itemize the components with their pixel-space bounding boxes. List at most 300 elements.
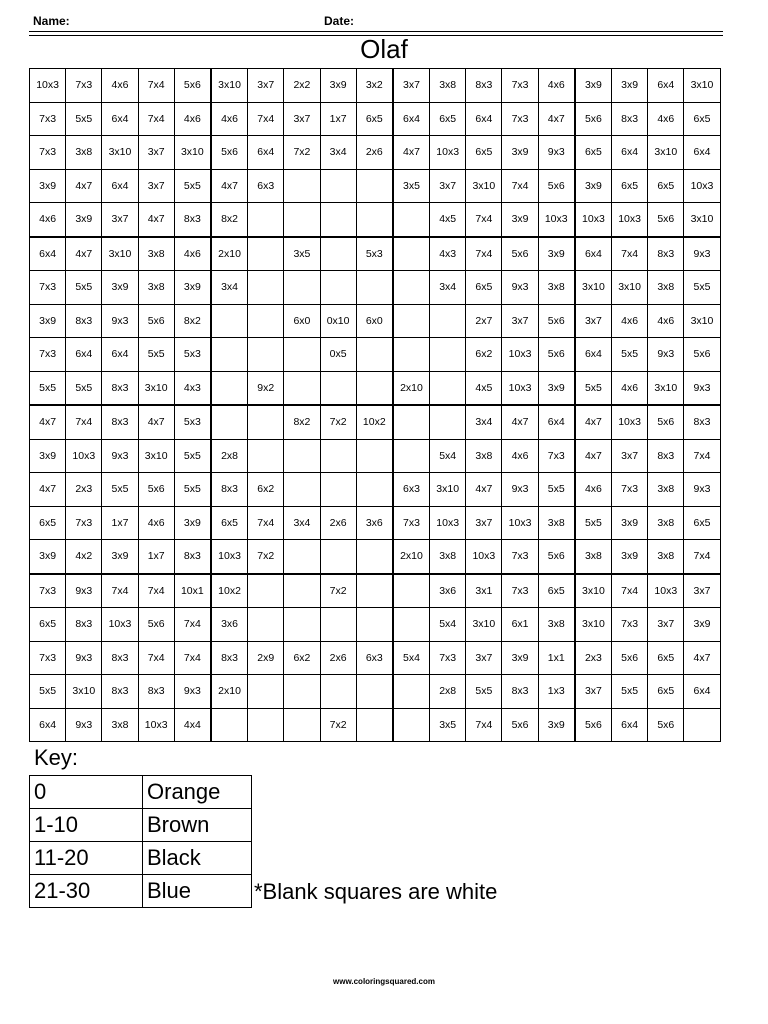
grid-cell: 3x10: [102, 136, 138, 170]
grid-row: [30, 608, 721, 642]
grid-cell: [248, 405, 284, 439]
grid-cell: 5x5: [575, 371, 612, 405]
grid-cell: 4x6: [174, 102, 211, 136]
grid-cell: 7x3: [30, 574, 66, 608]
grid-cell: 8x3: [102, 641, 138, 675]
grid-cell: 8x2: [284, 405, 320, 439]
grid-cell: [356, 203, 393, 237]
grid-cell: 3x10: [138, 371, 174, 405]
grid-cell: [356, 708, 393, 742]
grid-cell: 3x8: [138, 271, 174, 305]
grid-cell: 4x7: [538, 102, 575, 136]
grid-cell: 6x5: [684, 506, 720, 540]
grid-cell: 4x6: [648, 102, 684, 136]
grid-cell: 10x3: [575, 203, 612, 237]
grid-cell: 10x3: [466, 540, 502, 574]
grid-cell: 8x3: [174, 203, 211, 237]
key-range: 1-10: [30, 809, 143, 842]
grid-cell: 3x8: [430, 540, 466, 574]
grid-cell: 1x7: [320, 102, 356, 136]
grid-cell: 7x3: [66, 69, 102, 103]
grid-row: [30, 304, 721, 338]
grid-cell: 8x3: [102, 675, 138, 709]
grid-cell: 2x8: [430, 675, 466, 709]
grid-row: [30, 675, 721, 709]
key-color: Blue: [143, 875, 252, 908]
grid-cell: [211, 405, 248, 439]
grid-cell: 4x7: [30, 405, 66, 439]
grid-cell: 6x5: [30, 506, 66, 540]
header-rule-top: [29, 31, 723, 32]
grid-cell: 3x7: [102, 203, 138, 237]
grid-cell: 0x10: [320, 304, 356, 338]
grid-cell: [430, 338, 466, 372]
grid-cell: 3x7: [248, 69, 284, 103]
date-label: Date:: [324, 14, 355, 28]
grid-cell: 7x4: [466, 708, 502, 742]
grid-row: [30, 540, 721, 574]
grid-cell: 10x3: [502, 338, 538, 372]
grid-cell: 3x9: [575, 169, 612, 203]
grid-cell: [393, 708, 430, 742]
grid-cell: 3x10: [648, 136, 684, 170]
grid-cell: [248, 304, 284, 338]
grid-cell: 7x4: [248, 506, 284, 540]
grid-cell: 6x5: [648, 169, 684, 203]
grid-cell: 3x4: [284, 506, 320, 540]
grid-cell: 3x8: [575, 540, 612, 574]
grid-cell: 3x5: [284, 237, 320, 271]
grid-cell: 5x5: [612, 338, 648, 372]
grid-cell: 6x5: [466, 271, 502, 305]
grid-cell: 8x3: [466, 69, 502, 103]
grid-cell: 3x8: [648, 506, 684, 540]
grid-cell: 9x3: [174, 675, 211, 709]
grid-cell: 10x3: [612, 203, 648, 237]
grid-cell: 3x8: [648, 540, 684, 574]
grid-cell: 9x3: [66, 708, 102, 742]
grid-cell: 5x6: [684, 338, 720, 372]
grid-cell: 5x3: [174, 338, 211, 372]
grid-cell: 3x9: [30, 439, 66, 473]
grid-cell: 7x4: [174, 641, 211, 675]
grid-cell: 3x8: [466, 439, 502, 473]
grid-cell: 7x3: [502, 69, 538, 103]
grid-cell: [211, 708, 248, 742]
grid-cell: [356, 371, 393, 405]
grid-cell: 5x6: [502, 237, 538, 271]
grid-cell: [430, 304, 466, 338]
grid-cell: 2x6: [320, 641, 356, 675]
grid-cell: 7x2: [284, 136, 320, 170]
grid-cell: 7x4: [138, 69, 174, 103]
grid-cell: 6x5: [538, 574, 575, 608]
grid-cell: 3x10: [648, 371, 684, 405]
grid-cell: 2x10: [211, 675, 248, 709]
grid-cell: [320, 203, 356, 237]
grid-cell: 7x4: [502, 169, 538, 203]
grid-cell: 4x6: [174, 237, 211, 271]
grid-cell: 6x4: [102, 169, 138, 203]
grid-cell: 6x4: [612, 136, 648, 170]
grid-cell: 5x6: [612, 641, 648, 675]
grid-row: [30, 338, 721, 372]
grid-cell: 4x7: [66, 237, 102, 271]
grid-cell: [393, 675, 430, 709]
grid-row: [30, 574, 721, 608]
grid-cell: 9x3: [502, 473, 538, 507]
grid-cell: 5x4: [393, 641, 430, 675]
grid-cell: 6x2: [248, 473, 284, 507]
grid-cell: 8x3: [66, 608, 102, 642]
grid-cell: 3x8: [66, 136, 102, 170]
grid-cell: 3x10: [612, 271, 648, 305]
grid-cell: 3x10: [684, 69, 720, 103]
grid-cell: [248, 237, 284, 271]
grid-cell: [393, 203, 430, 237]
grid-cell: [284, 338, 320, 372]
grid-cell: 3x9: [66, 203, 102, 237]
grid-row: [30, 473, 721, 507]
grid-cell: 3x6: [356, 506, 393, 540]
grid-cell: 10x3: [502, 371, 538, 405]
grid-cell: 3x9: [612, 540, 648, 574]
grid-row: [30, 237, 721, 271]
grid-cell: 3x10: [684, 203, 720, 237]
grid-cell: 3x8: [648, 473, 684, 507]
grid-cell: 4x3: [430, 237, 466, 271]
grid-row: [30, 69, 721, 103]
grid-cell: 2x3: [575, 641, 612, 675]
grid-cell: 9x3: [538, 136, 575, 170]
grid-cell: [356, 439, 393, 473]
grid-cell: 7x4: [138, 641, 174, 675]
grid-cell: 4x7: [575, 405, 612, 439]
grid-cell: 6x4: [538, 405, 575, 439]
grid-cell: 6x5: [575, 136, 612, 170]
grid-cell: 4x7: [30, 473, 66, 507]
grid-cell: 9x3: [684, 371, 720, 405]
grid-cell: 3x10: [174, 136, 211, 170]
grid-cell: 9x3: [66, 641, 102, 675]
grid-cell: 7x3: [30, 102, 66, 136]
grid-cell: 7x3: [430, 641, 466, 675]
grid-cell: 8x3: [66, 304, 102, 338]
grid-cell: 4x4: [174, 708, 211, 742]
grid-cell: 4x6: [30, 203, 66, 237]
grid-cell: 6x5: [356, 102, 393, 136]
grid-cell: [320, 271, 356, 305]
grid-cell: 4x6: [612, 371, 648, 405]
grid-cell: 10x3: [211, 540, 248, 574]
grid-cell: 7x4: [684, 540, 720, 574]
grid-cell: 5x5: [66, 371, 102, 405]
grid-cell: 3x4: [466, 405, 502, 439]
grid-cell: 4x7: [211, 169, 248, 203]
grid-cell: 6x5: [30, 608, 66, 642]
grid-cell: 6x4: [684, 136, 720, 170]
grid-cell: 4x3: [174, 371, 211, 405]
grid-cell: [248, 574, 284, 608]
grid-cell: 8x3: [648, 237, 684, 271]
grid-cell: 7x4: [248, 102, 284, 136]
grid-cell: 2x8: [211, 439, 248, 473]
grid-cell: [284, 540, 320, 574]
grid-cell: 9x3: [684, 237, 720, 271]
grid-cell: 2x2: [284, 69, 320, 103]
grid-cell: 6x5: [684, 102, 720, 136]
grid-cell: 6x3: [248, 169, 284, 203]
grid-cell: 3x10: [102, 237, 138, 271]
grid-cell: 10x3: [612, 405, 648, 439]
grid-cell: 3x10: [466, 169, 502, 203]
grid-cell: 3x6: [211, 608, 248, 642]
grid-cell: [248, 608, 284, 642]
grid-cell: [320, 675, 356, 709]
grid-cell: 3x9: [30, 540, 66, 574]
grid-cell: 3x9: [30, 169, 66, 203]
grid-cell: 9x3: [502, 271, 538, 305]
grid-cell: 9x3: [66, 574, 102, 608]
grid-cell: 3x8: [430, 69, 466, 103]
grid-cell: 3x7: [648, 608, 684, 642]
grid-cell: 4x7: [138, 203, 174, 237]
grid-cell: [356, 540, 393, 574]
grid-cell: 9x3: [102, 304, 138, 338]
grid-cell: 5x6: [648, 708, 684, 742]
grid-cell: 2x7: [466, 304, 502, 338]
grid-row: [30, 506, 721, 540]
grid-cell: 6x5: [430, 102, 466, 136]
grid-cell: 3x10: [466, 608, 502, 642]
grid-cell: 8x3: [102, 405, 138, 439]
grid-cell: 3x10: [575, 608, 612, 642]
key-range: 11-20: [30, 842, 143, 875]
grid-cell: 10x3: [684, 169, 720, 203]
grid-cell: 4x7: [466, 473, 502, 507]
grid-cell: 7x2: [248, 540, 284, 574]
grid-cell: 1x3: [538, 675, 575, 709]
grid-cell: 5x5: [66, 271, 102, 305]
grid-cell: [393, 574, 430, 608]
grid-cell: [248, 439, 284, 473]
grid-cell: 4x7: [502, 405, 538, 439]
grid-cell: [211, 304, 248, 338]
grid-cell: 10x3: [648, 574, 684, 608]
grid-cell: 2x10: [211, 237, 248, 271]
grid-cell: 6x4: [466, 102, 502, 136]
grid-cell: 0x5: [320, 338, 356, 372]
grid-cell: [284, 439, 320, 473]
grid-cell: 2x6: [320, 506, 356, 540]
grid-cell: 5x5: [684, 271, 720, 305]
grid-cell: 3x9: [575, 69, 612, 103]
grid-cell: 10x3: [430, 136, 466, 170]
grid-cell: 3x8: [102, 708, 138, 742]
grid-cell: 3x9: [102, 271, 138, 305]
grid-cell: 5x6: [538, 540, 575, 574]
grid-cell: 5x6: [538, 338, 575, 372]
grid-cell: 3x9: [612, 506, 648, 540]
grid-cell: 8x3: [502, 675, 538, 709]
grid-cell: 3x7: [284, 102, 320, 136]
grid-cell: 3x7: [575, 304, 612, 338]
grid-cell: [684, 708, 720, 742]
grid-cell: 6x0: [356, 304, 393, 338]
grid-cell: 10x2: [356, 405, 393, 439]
grid-cell: [248, 203, 284, 237]
grid-cell: [248, 338, 284, 372]
grid-cell: [284, 708, 320, 742]
grid-cell: 3x2: [356, 69, 393, 103]
grid-cell: 5x5: [30, 371, 66, 405]
grid-cell: [320, 237, 356, 271]
grid-cell: 7x4: [138, 102, 174, 136]
grid-cell: 6x0: [284, 304, 320, 338]
grid-cell: 4x7: [393, 136, 430, 170]
grid-cell: 3x10: [575, 271, 612, 305]
grid-cell: [356, 608, 393, 642]
grid-cell: 7x3: [66, 506, 102, 540]
grid-cell: 6x4: [30, 708, 66, 742]
grid-cell: 5x5: [538, 473, 575, 507]
grid-cell: 3x9: [102, 540, 138, 574]
grid-row: [30, 708, 721, 742]
grid-cell: 10x1: [174, 574, 211, 608]
grid-cell: 6x4: [684, 675, 720, 709]
grid-cell: [320, 169, 356, 203]
grid-cell: [284, 608, 320, 642]
grid-cell: 4x5: [466, 371, 502, 405]
grid-cell: 5x5: [575, 506, 612, 540]
grid-row: [30, 439, 721, 473]
grid-cell: 7x3: [502, 102, 538, 136]
grid-cell: 3x9: [174, 506, 211, 540]
grid-cell: 3x8: [648, 271, 684, 305]
grid-cell: [284, 203, 320, 237]
grid-cell: 1x7: [138, 540, 174, 574]
grid-cell: 7x2: [320, 574, 356, 608]
grid-cell: 6x4: [393, 102, 430, 136]
grid-cell: 3x9: [502, 136, 538, 170]
grid-cell: [284, 169, 320, 203]
grid-cell: 3x9: [174, 271, 211, 305]
grid-cell: 6x5: [648, 675, 684, 709]
grid-cell: 3x9: [538, 371, 575, 405]
grid-cell: 3x7: [684, 574, 720, 608]
grid-cell: 3x10: [138, 439, 174, 473]
grid-cell: 10x3: [430, 506, 466, 540]
grid-cell: 5x5: [102, 473, 138, 507]
grid-cell: 6x4: [575, 237, 612, 271]
grid-cell: [393, 608, 430, 642]
grid-cell: 6x3: [356, 641, 393, 675]
grid-cell: 4x6: [612, 304, 648, 338]
grid-cell: 10x3: [502, 506, 538, 540]
grid-cell: 2x10: [393, 540, 430, 574]
grid-cell: 5x6: [575, 708, 612, 742]
grid-cell: 5x5: [466, 675, 502, 709]
grid-cell: [284, 271, 320, 305]
grid-cell: [320, 473, 356, 507]
grid-row: [30, 102, 721, 136]
grid-cell: 8x2: [174, 304, 211, 338]
grid-cell: 5x5: [66, 102, 102, 136]
grid-cell: [248, 271, 284, 305]
grid-cell: [356, 574, 393, 608]
grid-cell: 3x8: [538, 506, 575, 540]
grid-cell: 5x6: [538, 169, 575, 203]
grid-cell: 3x9: [320, 69, 356, 103]
grid-cell: 7x2: [320, 405, 356, 439]
grid-cell: 7x3: [502, 574, 538, 608]
grid-cell: 2x10: [393, 371, 430, 405]
grid-cell: 8x3: [211, 473, 248, 507]
grid-cell: 7x4: [466, 203, 502, 237]
grid-cell: 4x7: [66, 169, 102, 203]
grid-cell: 3x7: [430, 169, 466, 203]
key-row: [30, 809, 252, 842]
grid-cell: 5x5: [138, 338, 174, 372]
grid-cell: 10x2: [211, 574, 248, 608]
grid-cell: 7x4: [174, 608, 211, 642]
grid-cell: 5x5: [174, 169, 211, 203]
grid-row: [30, 136, 721, 170]
grid-cell: 7x4: [612, 237, 648, 271]
key-row: [30, 842, 252, 875]
grid-cell: 4x6: [211, 102, 248, 136]
key-row: [30, 875, 252, 908]
grid-cell: 8x3: [211, 641, 248, 675]
grid-cell: 8x3: [102, 371, 138, 405]
grid-cell: 6x4: [102, 338, 138, 372]
key-range: 0: [30, 776, 143, 809]
grid-cell: 7x3: [502, 540, 538, 574]
grid-cell: 7x4: [66, 405, 102, 439]
grid-cell: 3x1: [466, 574, 502, 608]
grid-cell: [248, 708, 284, 742]
grid-cell: 2x9: [248, 641, 284, 675]
grid-cell: [356, 338, 393, 372]
grid-cell: 7x3: [30, 271, 66, 305]
grid-cell: [320, 540, 356, 574]
grid-cell: 3x9: [502, 641, 538, 675]
grid-cell: 9x3: [648, 338, 684, 372]
grid-cell: 7x4: [612, 574, 648, 608]
key-color: Brown: [143, 809, 252, 842]
grid-cell: 6x5: [211, 506, 248, 540]
grid-cell: 4x6: [575, 473, 612, 507]
grid-cell: 4x7: [138, 405, 174, 439]
grid-cell: 1x7: [102, 506, 138, 540]
grid-cell: 6x4: [612, 708, 648, 742]
grid-cell: 6x4: [648, 69, 684, 103]
grid-cell: [356, 675, 393, 709]
grid-cell: 7x3: [30, 641, 66, 675]
grid-cell: 3x4: [430, 271, 466, 305]
grid-cell: 6x4: [66, 338, 102, 372]
grid-cell: 3x7: [575, 675, 612, 709]
grid-cell: 3x9: [30, 304, 66, 338]
grid-cell: 9x2: [248, 371, 284, 405]
grid-cell: 5x6: [174, 69, 211, 103]
grid-cell: 4x6: [138, 506, 174, 540]
grid-row: [30, 271, 721, 305]
grid-cell: 3x5: [430, 708, 466, 742]
grid-cell: 5x6: [138, 304, 174, 338]
grid-cell: 4x6: [538, 69, 575, 103]
grid-cell: 4x6: [102, 69, 138, 103]
